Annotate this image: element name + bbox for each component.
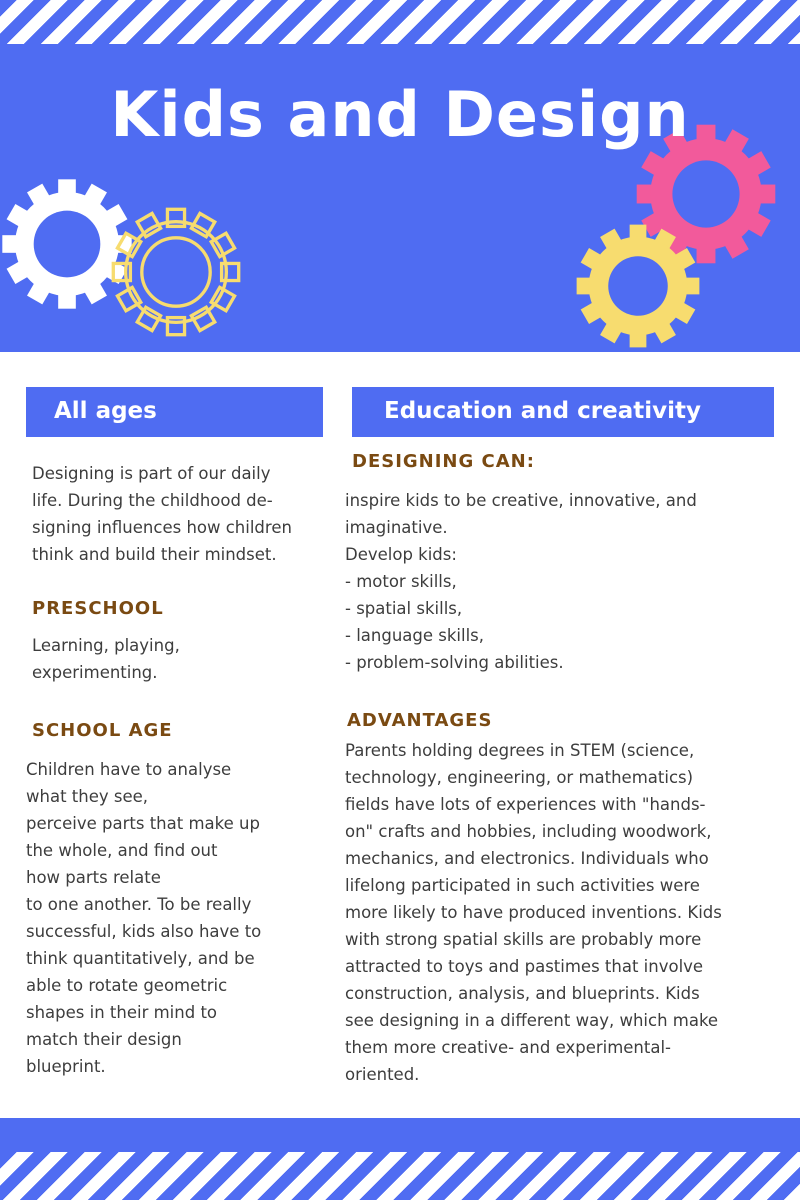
school-age-text: Children have to analyse what they see, perceive parts that make up the whole, and find out how parts relate to one another. To be really successful, kids also have to think quantitatively, and be able to rotate geometric shapes in their mind to match their design blueprint.: [26, 760, 262, 1076]
top-stripe-border: [0, 0, 800, 44]
preschool-text: Learning, playing, experimenting.: [32, 636, 180, 682]
education-creativity-banner: Education and creativity: [352, 387, 774, 437]
page-title: Kids and Design: [110, 78, 690, 151]
designing-can-text: inspire kids to be creative, innovative, and imaginative. Develop kids: - motor skills, - spatial skills, - language skills, - problem-solving abilities.: [345, 491, 697, 672]
bottom-stripe-border: [0, 1152, 800, 1200]
school-age-heading: SCHOOL AGE: [32, 720, 173, 741]
footer-band: [0, 1118, 800, 1152]
advantages-heading: ADVANTAGES: [347, 710, 493, 731]
yellow-outline-gear-icon: [113, 209, 238, 334]
advantages-text: Parents holding degrees in STEM (science, technology, engineering, or mathematics) fields have lots of experiences with "hands- on" crafts and hobbies, including woodwork, mechanics, and electronics. Individuals who lifelong participated in such activities were more likely to have produced inventions. Kids with strong spatial skills are probably more attracted to toys and pastimes that involve construction, analysis, and blueprints. Kids see designing in a different way, which make them more creative- and experimental- oriented.: [345, 741, 722, 1084]
all-ages-banner: All ages: [26, 387, 323, 437]
header-band: [0, 44, 800, 352]
white-gear-icon: [2, 179, 131, 308]
preschool-heading: PRESCHOOL: [32, 598, 164, 619]
designing-can-heading: DESIGNING CAN:: [352, 451, 535, 472]
intro-text: Designing is part of our daily life. During the childhood de- signing influences how children think and build their mindset.: [32, 464, 292, 564]
